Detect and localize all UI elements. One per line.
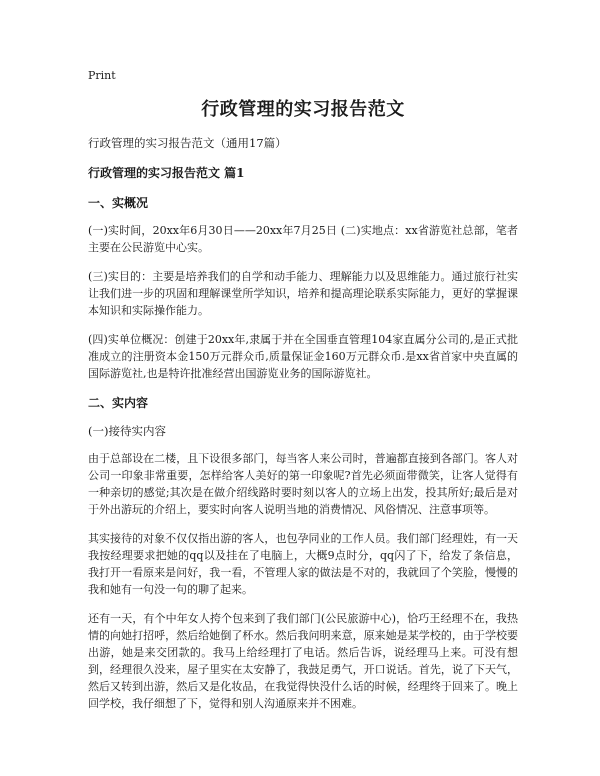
paragraph-time-location: (一)实时间，20xx年6月30日——20xx年7月25日 (二)实地点：xx省游览社总部，笔者主要在公民游览中心实。 — [88, 224, 518, 254]
section-heading-content: 二、实内容 — [88, 396, 149, 410]
section-heading-overview: 一、实概况 — [88, 196, 149, 210]
paragraph-purpose: (三)实目的：主要是培养我们的自学和动手能力、理解能力以及思维能力。通过旅行社实让我们进一步的巩固和理解课堂所学知识，培养和提高理论联系实际能力，更好的掌握课本知识和实际操作能力。 — [88, 270, 518, 317]
paragraph-company-overview: (四)实单位概况：创建于20xx年,隶属于并在全国垂直管理104家直属分公司的,是正式批准成立的注册资本金150万元群众币,质量保证金160万元群众币.是xx省首家中央直属的国际游览社,也是特许批准经营出国游览业务的国际游览社。 — [88, 333, 518, 380]
paragraph-reception-3: 还有一天，有个中年女人挎个包来到了我们部门(公民旅游中心)，恰巧王经理不在，我热情的向她打招呼，然后给她倒了杯水。然后我问明来意，原来她是某学校的，由于学校要出游，她是来交团款的。我马上给经理打了电话。然后告诉，说经理马上来。可没有想到，经理很久没来，屋子里实在太安静了，我鼓足勇气，开口说话。首先，说了下天气，然后又转到出游，然后又是化妆品，在我觉得快没什么话的时候，经理终于回来了。晚上回学校，我仔细想了下，觉得和别人沟通原来并不困难。 — [88, 612, 518, 710]
print-link[interactable]: Print — [88, 69, 116, 82]
document-subtitle: 行政管理的实习报告范文（通用17篇） — [88, 136, 287, 150]
paragraph-reception-1: 由于总部设在二楼，且下设很多部门，每当客人来公司时，普遍都直接到各部门。客人对公司一印象非常重要，怎样给客人美好的第一印象呢?首先必须面带微笑，让客人觉得有一种亲切的感觉;其次是在做介绍线路时要时刻以客人的立场上出发，投其所好;最后是对于外出游玩的介绍上，要实时向客人说明当地的消费情况、风俗情况、注意事项等。 — [88, 452, 518, 516]
document-page — [88, 68, 518, 724]
document-title: 行政管理的实习报告范文 — [201, 99, 405, 120]
paragraph-reception-2: 其实接待的对象不仅仅指出游的客人，也包孕同业的工作人员。我们部门经理姓，有一天我按经理要求把她的qq以及挂在了电脑上，大概9点时分，qq闪了下，给发了条信息，我打开一看原来是问好，我一看，不管理人家的做法是不对的，我就回了个笑脸，慢慢的我和她有一句没一句的聊了起来。 — [88, 532, 518, 596]
article-title: 行政管理的实习报告范文 篇1 — [88, 166, 245, 180]
subheading-reception: (一)接待实内容 — [88, 424, 166, 438]
